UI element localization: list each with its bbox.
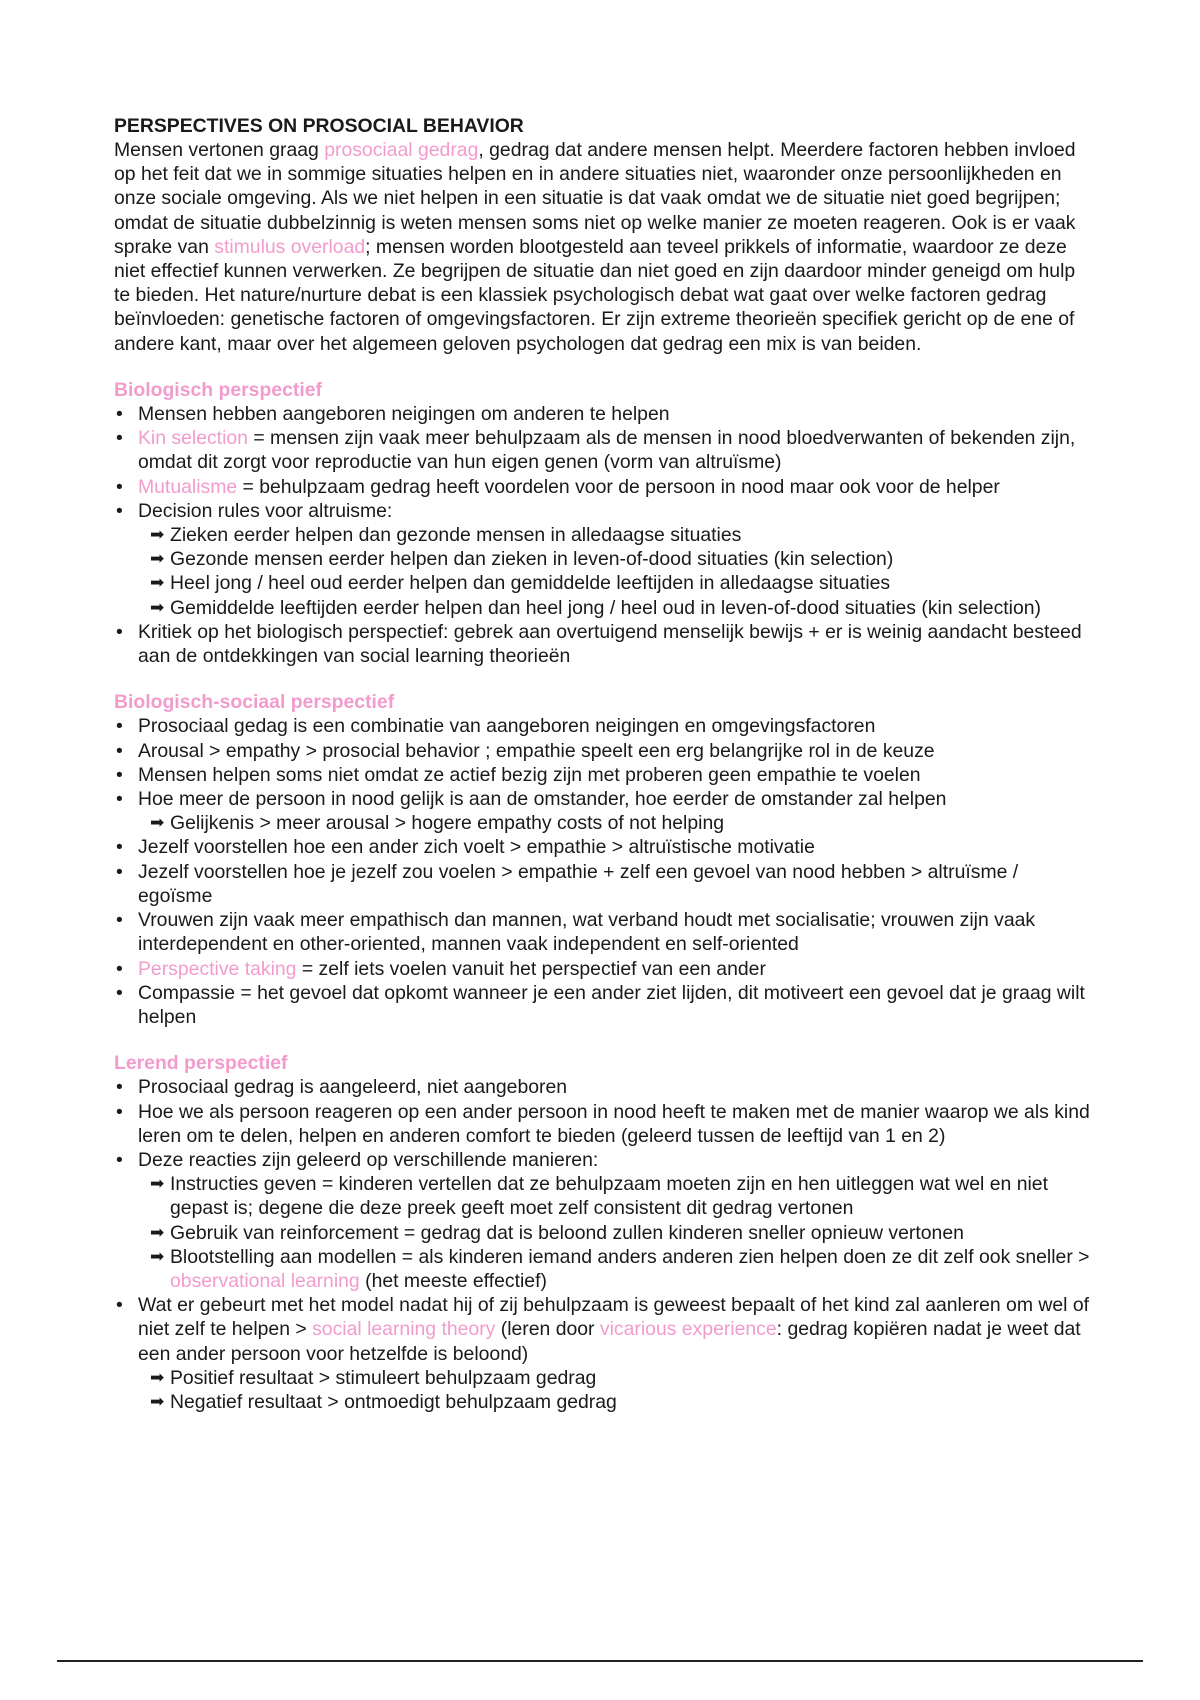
- term-perspective-taking: Perspective taking: [138, 957, 297, 980]
- list-item: [114, 908, 1094, 956]
- sub-list-decision-rules: [138, 523, 1094, 620]
- term-prosociaal-gedrag: prosociaal gedrag: [324, 139, 479, 161]
- document-title: PERSPECTIVES ON PROSOCIAL BEHAVIOR: [114, 115, 524, 137]
- sub-list-item-text: Zieken eerder helpen dan gezonde mensen in alledaagse situaties: [170, 524, 742, 547]
- arrow-right-icon: ➡: [150, 1246, 165, 1266]
- list-item-text: Compassie = het gevoel dat opkomt wanneer je een ander ziet lijden, dit motiveert een gevoel dat je graag wilt helpen: [138, 981, 1085, 1028]
- bullet-icon: •: [116, 860, 123, 883]
- list-item: [114, 1293, 1094, 1414]
- arrow-right-icon: ➡: [150, 1222, 165, 1242]
- arrow-right-icon: ➡: [150, 549, 165, 569]
- list-item-text: Prosociaal gedag is een combinatie van aangeboren neigingen en omgevingsfactoren: [138, 715, 876, 738]
- intro-text-1: Mensen vertonen graag: [114, 139, 325, 161]
- list-item-text: Decision rules voor altruisme:: [138, 499, 393, 522]
- sub-list-learning-methods: [138, 1172, 1094, 1293]
- sub-list-item-text: Gezonde mensen eerder helpen dan zieken in leven-of-dood situaties (kin selection): [170, 548, 894, 571]
- list-item-text: (leren door: [495, 1318, 600, 1341]
- bullet-list-biosocial: [114, 714, 1094, 1029]
- list-item: [114, 1100, 1094, 1148]
- sub-list-item: [150, 811, 1094, 835]
- intro-text-3: ; mensen worden blootgesteld aan teveel prikkels of informatie, waardoor ze deze niet effectief kunnen verwerken. Ze begrijpen de situatie dan niet goed en zijn daardoor minder geneigd om hulp te bieden. Het nature/nurture debat is een klassiek psychologisch debat wat gaat over welke factoren gedrag beïnvloeden: genetische factoren of omgevingsfactoren. Er zijn extreme theorieën specifiek gericht op de ene of andere kant, maar over het algemeen geloven psychologen dat gedrag een mix is van beiden.: [114, 235, 1076, 355]
- sub-list-item-text: Positief resultaat > stimuleert behulpzaam gedrag: [170, 1366, 597, 1389]
- sub-list-item: [150, 571, 1094, 595]
- list-item: [114, 1148, 1094, 1293]
- sub-list-item-text: Instructies geven = kinderen vertellen dat ze behulpzaam moeten zijn en hen uitleggen wat wel en niet gepast is; degene die deze preek geeft moet zelf consistent dit gedrag vertonen: [170, 1173, 1048, 1220]
- list-item-text: Mensen hebben aangeboren neigingen om anderen te helpen: [138, 403, 670, 426]
- bullet-icon: •: [116, 499, 123, 522]
- list-item: [114, 475, 1094, 499]
- list-item: [114, 763, 1094, 787]
- bullet-icon: •: [116, 763, 123, 786]
- bullet-icon: •: [116, 836, 123, 859]
- sub-list-item: [150, 1245, 1094, 1293]
- term-mutualisme: Mutualisme: [138, 475, 238, 498]
- list-item-text: = zelf iets voelen vanuit het perspectief van een ander: [296, 957, 766, 980]
- list-item-text: Arousal > empathy > prosocial behavior ; empathie speelt een erg belangrijke rol in de keuze: [138, 739, 935, 762]
- term-observational-learning: observational learning: [170, 1269, 360, 1292]
- section-title-biological: Biologisch perspectief: [114, 378, 322, 401]
- bullet-icon: •: [116, 1100, 123, 1123]
- bullet-icon: •: [116, 957, 123, 980]
- list-item-text: Jezelf voorstellen hoe je jezelf zou voelen > empathie + zelf een gevoel van nood hebben > altruïsme / egoïsme: [138, 860, 1019, 907]
- term-kin-selection: Kin selection: [138, 427, 248, 450]
- sub-list-outcomes: [138, 1366, 1094, 1414]
- list-item-text: Jezelf voorstellen hoe een ander zich voelt > empathie > altruïstische motivatie: [138, 836, 815, 859]
- list-item: [114, 787, 1094, 835]
- term-social-learning-theory: social learning theory: [312, 1318, 496, 1341]
- list-item-text: : gedrag kopiëren nadat je weet dat een ander persoon voor hetzelfde is beloond): [138, 1318, 1081, 1365]
- list-item: [114, 714, 1094, 738]
- list-item-text: Hoe meer de persoon in nood gelijk is aan de omstander, hoe eerder de omstander zal helpen: [138, 788, 947, 811]
- bullet-icon: •: [116, 620, 123, 643]
- arrow-right-icon: ➡: [150, 1367, 165, 1387]
- list-item: [114, 426, 1094, 474]
- list-item-text: Deze reacties zijn geleerd op verschillende manieren:: [138, 1148, 599, 1171]
- arrow-right-icon: ➡: [150, 597, 165, 617]
- bullet-icon: •: [116, 427, 123, 450]
- list-item-text: Prosociaal gedrag is aangeleerd, niet aangeboren: [138, 1076, 568, 1099]
- list-item-text: Wat er gebeurt met het model nadat hij of zij behulpzaam is geweest bepaalt of het kind zal aanleren om wel of niet zelf te helpen >: [138, 1294, 1090, 1341]
- footer-divider: [57, 1660, 1143, 1662]
- sub-list-similarity: [138, 811, 1094, 835]
- arrow-right-icon: ➡: [150, 1174, 165, 1194]
- document-page: [114, 114, 1094, 1414]
- sub-list-item: [150, 1172, 1094, 1220]
- list-item-text: = behulpzaam gedrag heeft voordelen voor de persoon in nood maar ook voor de helper: [237, 475, 1000, 498]
- sub-list-item-text: Gemiddelde leeftijden eerder helpen dan heel jong / heel oud in leven-of-dood situaties (kin selection): [170, 596, 1041, 619]
- bullet-icon: •: [116, 1294, 123, 1317]
- sub-list-item-text: Blootstelling aan modellen = als kinderen iemand anders anderen zien helpen doen ze dit zelf ook sneller >: [170, 1245, 1090, 1268]
- sub-list-item-text: Gelijkenis > meer arousal > hogere empathy costs of not helping: [170, 812, 725, 835]
- sub-list-item: [150, 523, 1094, 547]
- bullet-list-biological: [114, 402, 1094, 668]
- arrow-right-icon: ➡: [150, 525, 165, 545]
- sub-list-item: [150, 547, 1094, 571]
- list-item-text: Mensen helpen soms niet omdat ze actief bezig zijn met proberen geen empathie te voelen: [138, 763, 921, 786]
- bullet-icon: •: [116, 475, 123, 498]
- bullet-icon: •: [116, 788, 123, 811]
- sub-list-item-text: Heel jong / heel oud eerder helpen dan gemiddelde leeftijden in alledaagse situaties: [170, 572, 891, 595]
- list-item: [114, 957, 1094, 981]
- list-item-text: Kritiek op het biologisch perspectief: gebrek aan overtuigend menselijk bewijs + er is weinig aandacht besteed aan de ontdekkingen van social learning theorieën: [138, 620, 1082, 668]
- sub-list-item: [150, 596, 1094, 620]
- list-item: [114, 620, 1094, 668]
- list-item: [114, 860, 1094, 908]
- list-item: [114, 739, 1094, 763]
- bullet-icon: •: [116, 715, 123, 738]
- term-vicarious-experience: vicarious experience: [599, 1318, 777, 1341]
- list-item: [114, 402, 1094, 426]
- bullet-icon: •: [116, 981, 123, 1004]
- list-item: [114, 981, 1094, 1029]
- sub-list-item-text: Negatief resultaat > ontmoedigt behulpzaam gedrag: [170, 1390, 617, 1413]
- list-item: [114, 499, 1094, 620]
- section-title-learning: Lerend perspectief: [114, 1052, 288, 1075]
- sub-list-item: [150, 1390, 1094, 1414]
- intro-paragraph: [114, 138, 1094, 356]
- bullet-icon: •: [116, 739, 123, 762]
- list-item: [114, 835, 1094, 859]
- bullet-icon: •: [116, 1076, 123, 1099]
- sub-list-item: [150, 1221, 1094, 1245]
- bullet-icon: •: [116, 403, 123, 426]
- arrow-right-icon: ➡: [150, 813, 165, 833]
- section-title-biosocial: Biologisch-sociaal perspectief: [114, 691, 395, 714]
- bullet-icon: •: [116, 909, 123, 932]
- bullet-list-learning: [114, 1075, 1094, 1414]
- list-item: [114, 1075, 1094, 1099]
- list-item-text: = mensen zijn vaak meer behulpzaam als de mensen in nood bloedverwanten of bekenden zijn, omdat dit zorgt voor reproductie van hun eigen genen (vorm van altruïsme): [138, 427, 1076, 474]
- term-stimulus-overload: stimulus overload: [214, 235, 366, 258]
- sub-list-item-text: Gebruik van reinforcement = gedrag dat is beloond zullen kinderen sneller opnieuw vertonen: [170, 1221, 964, 1244]
- intro-text-2: , gedrag dat andere mensen helpt. Meerdere factoren hebben invloed op het feit dat we in sommige situaties helpen en in andere situaties niet, waaronder onze persoonlijkheden en onze sociale omgeving. Als we niet helpen in een situatie is dat vaak omdat we de situatie niet goed begrijpen; omdat de situatie dubbelzinnig is weten mensen soms niet op welke manier ze moeten reageren. Ook is er vaak sprake van: [114, 139, 1076, 258]
- bullet-icon: •: [116, 1148, 123, 1171]
- sub-list-item: [150, 1366, 1094, 1390]
- arrow-right-icon: ➡: [150, 573, 165, 593]
- list-item-text: Hoe we als persoon reageren op een ander persoon in nood heeft te maken met de manier waarop we als kind leren om te delen, helpen en anderen comfort te bieden (geleerd tussen de leeftijd van 1 en 2): [138, 1100, 1090, 1147]
- arrow-right-icon: ➡: [150, 1391, 165, 1411]
- sub-list-item-text: (het meeste effectief): [359, 1269, 547, 1292]
- list-item-text: Vrouwen zijn vaak meer empathisch dan mannen, wat verband houdt met socialisatie; vrouwen zijn vaak interdependent en other-oriented, mannen vaak independent en self-oriented: [138, 909, 1036, 956]
